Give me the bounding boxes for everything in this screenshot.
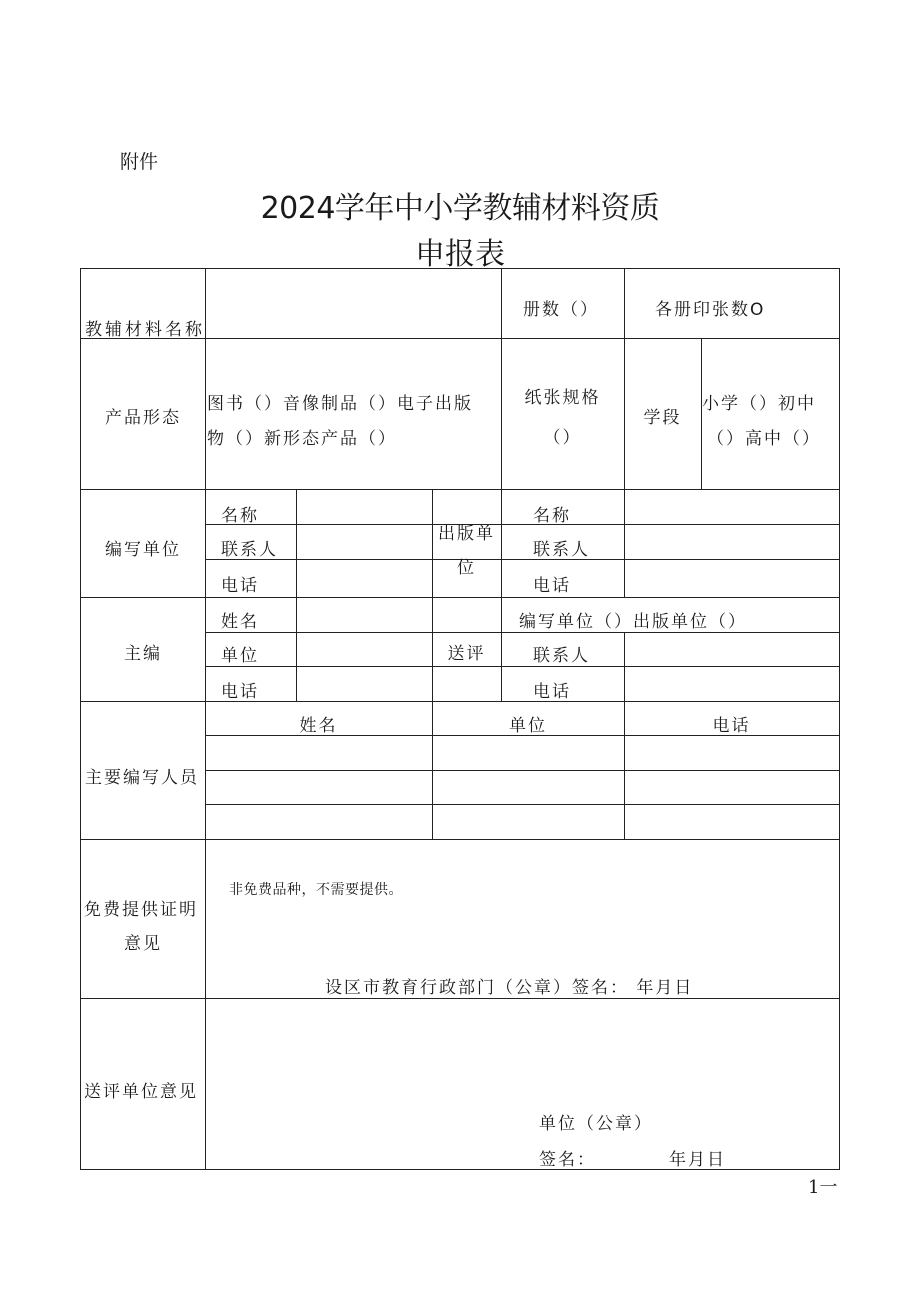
review-label: 送评 [447,644,486,664]
row-divider [205,666,839,667]
paper-spec-label: 纸张规格 [524,388,601,408]
material-name-label: 教辅材料名称 [85,320,205,340]
page-number: 1一 [808,1177,838,1198]
publisher-phone-label: 电话 [533,576,571,596]
col-divider [501,269,502,489]
sheets-label: 各册印张数O [655,300,766,320]
review-phone-label: 电话 [533,682,571,702]
page-title-line-2: 申报表 [415,237,505,272]
volumes-label: 册数（） [523,300,599,320]
title-line-1: 2024学年中小学教辅材料资质 [260,191,660,226]
review-opinion-label: 送评单位意见 [84,1082,198,1102]
product-form-options-line1: 图书（）音像制品（）电子出版 [207,394,473,414]
main-writers-label: 主要编写人员 [85,768,199,788]
writer-unit-label: 编写单位 [105,540,181,560]
col-divider [296,489,297,701]
editor-name-label: 姓名 [221,612,259,632]
attachment-label: 附件 [120,151,159,173]
row-divider [81,998,839,999]
writer-contact-label: 联系人 [221,540,278,560]
row-divider [81,489,839,490]
col-divider [624,269,625,489]
review-contact-label: 联系人 [533,646,590,666]
free-provision-note: 非免费品种，不需要提供。 [229,882,403,898]
review-unit-seal: 单位（公章） [539,1114,653,1134]
col-header-unit: 单位 [509,716,547,736]
row-divider [81,839,839,840]
row-divider [205,632,839,633]
row-divider [205,770,839,771]
product-form-options-line2: 物（）新形态产品（） [207,429,397,449]
row-divider [205,524,839,525]
writer-name-label: 名称 [221,506,259,526]
row-divider [81,597,839,598]
editor-unit-label: 单位 [221,646,259,666]
publisher-name-label: 名称 [533,506,571,526]
education-dept-signature: 设区市教育行政部门（公章）签名： 年月日 [325,978,694,998]
row-divider [205,559,839,560]
product-form-label: 产品形态 [105,408,181,428]
writer-phone-label: 电话 [221,576,259,596]
school-stage-label: 学段 [643,408,682,428]
col-divider [501,489,502,701]
col-divider [624,489,625,597]
publisher-label: 出版单 [438,524,495,544]
publisher-label-line2: 位 [457,558,476,578]
col-header-phone: 电话 [712,716,751,736]
row-divider [205,804,839,805]
row-divider [81,701,839,702]
editor-label: 主编 [124,644,162,664]
application-form-table [80,268,840,1170]
review-choice: 编写单位（）出版单位（） [519,612,747,632]
free-provision-label-line2: 意见 [124,934,162,954]
page-title [0,183,920,227]
review-date: 年月日 [669,1150,726,1170]
col-divider [624,632,625,701]
school-stage-options-line1: 小学（）初中 [702,394,816,414]
paper-spec-value: （） [543,428,582,448]
school-stage-options-line2: （）高中（） [707,429,821,449]
free-provision-label: 免费提供证明 [84,900,198,920]
publisher-contact-label: 联系人 [533,540,590,560]
col-header-name: 姓名 [299,716,338,736]
review-signature: 签名： [539,1150,596,1170]
editor-phone-label: 电话 [221,682,259,702]
